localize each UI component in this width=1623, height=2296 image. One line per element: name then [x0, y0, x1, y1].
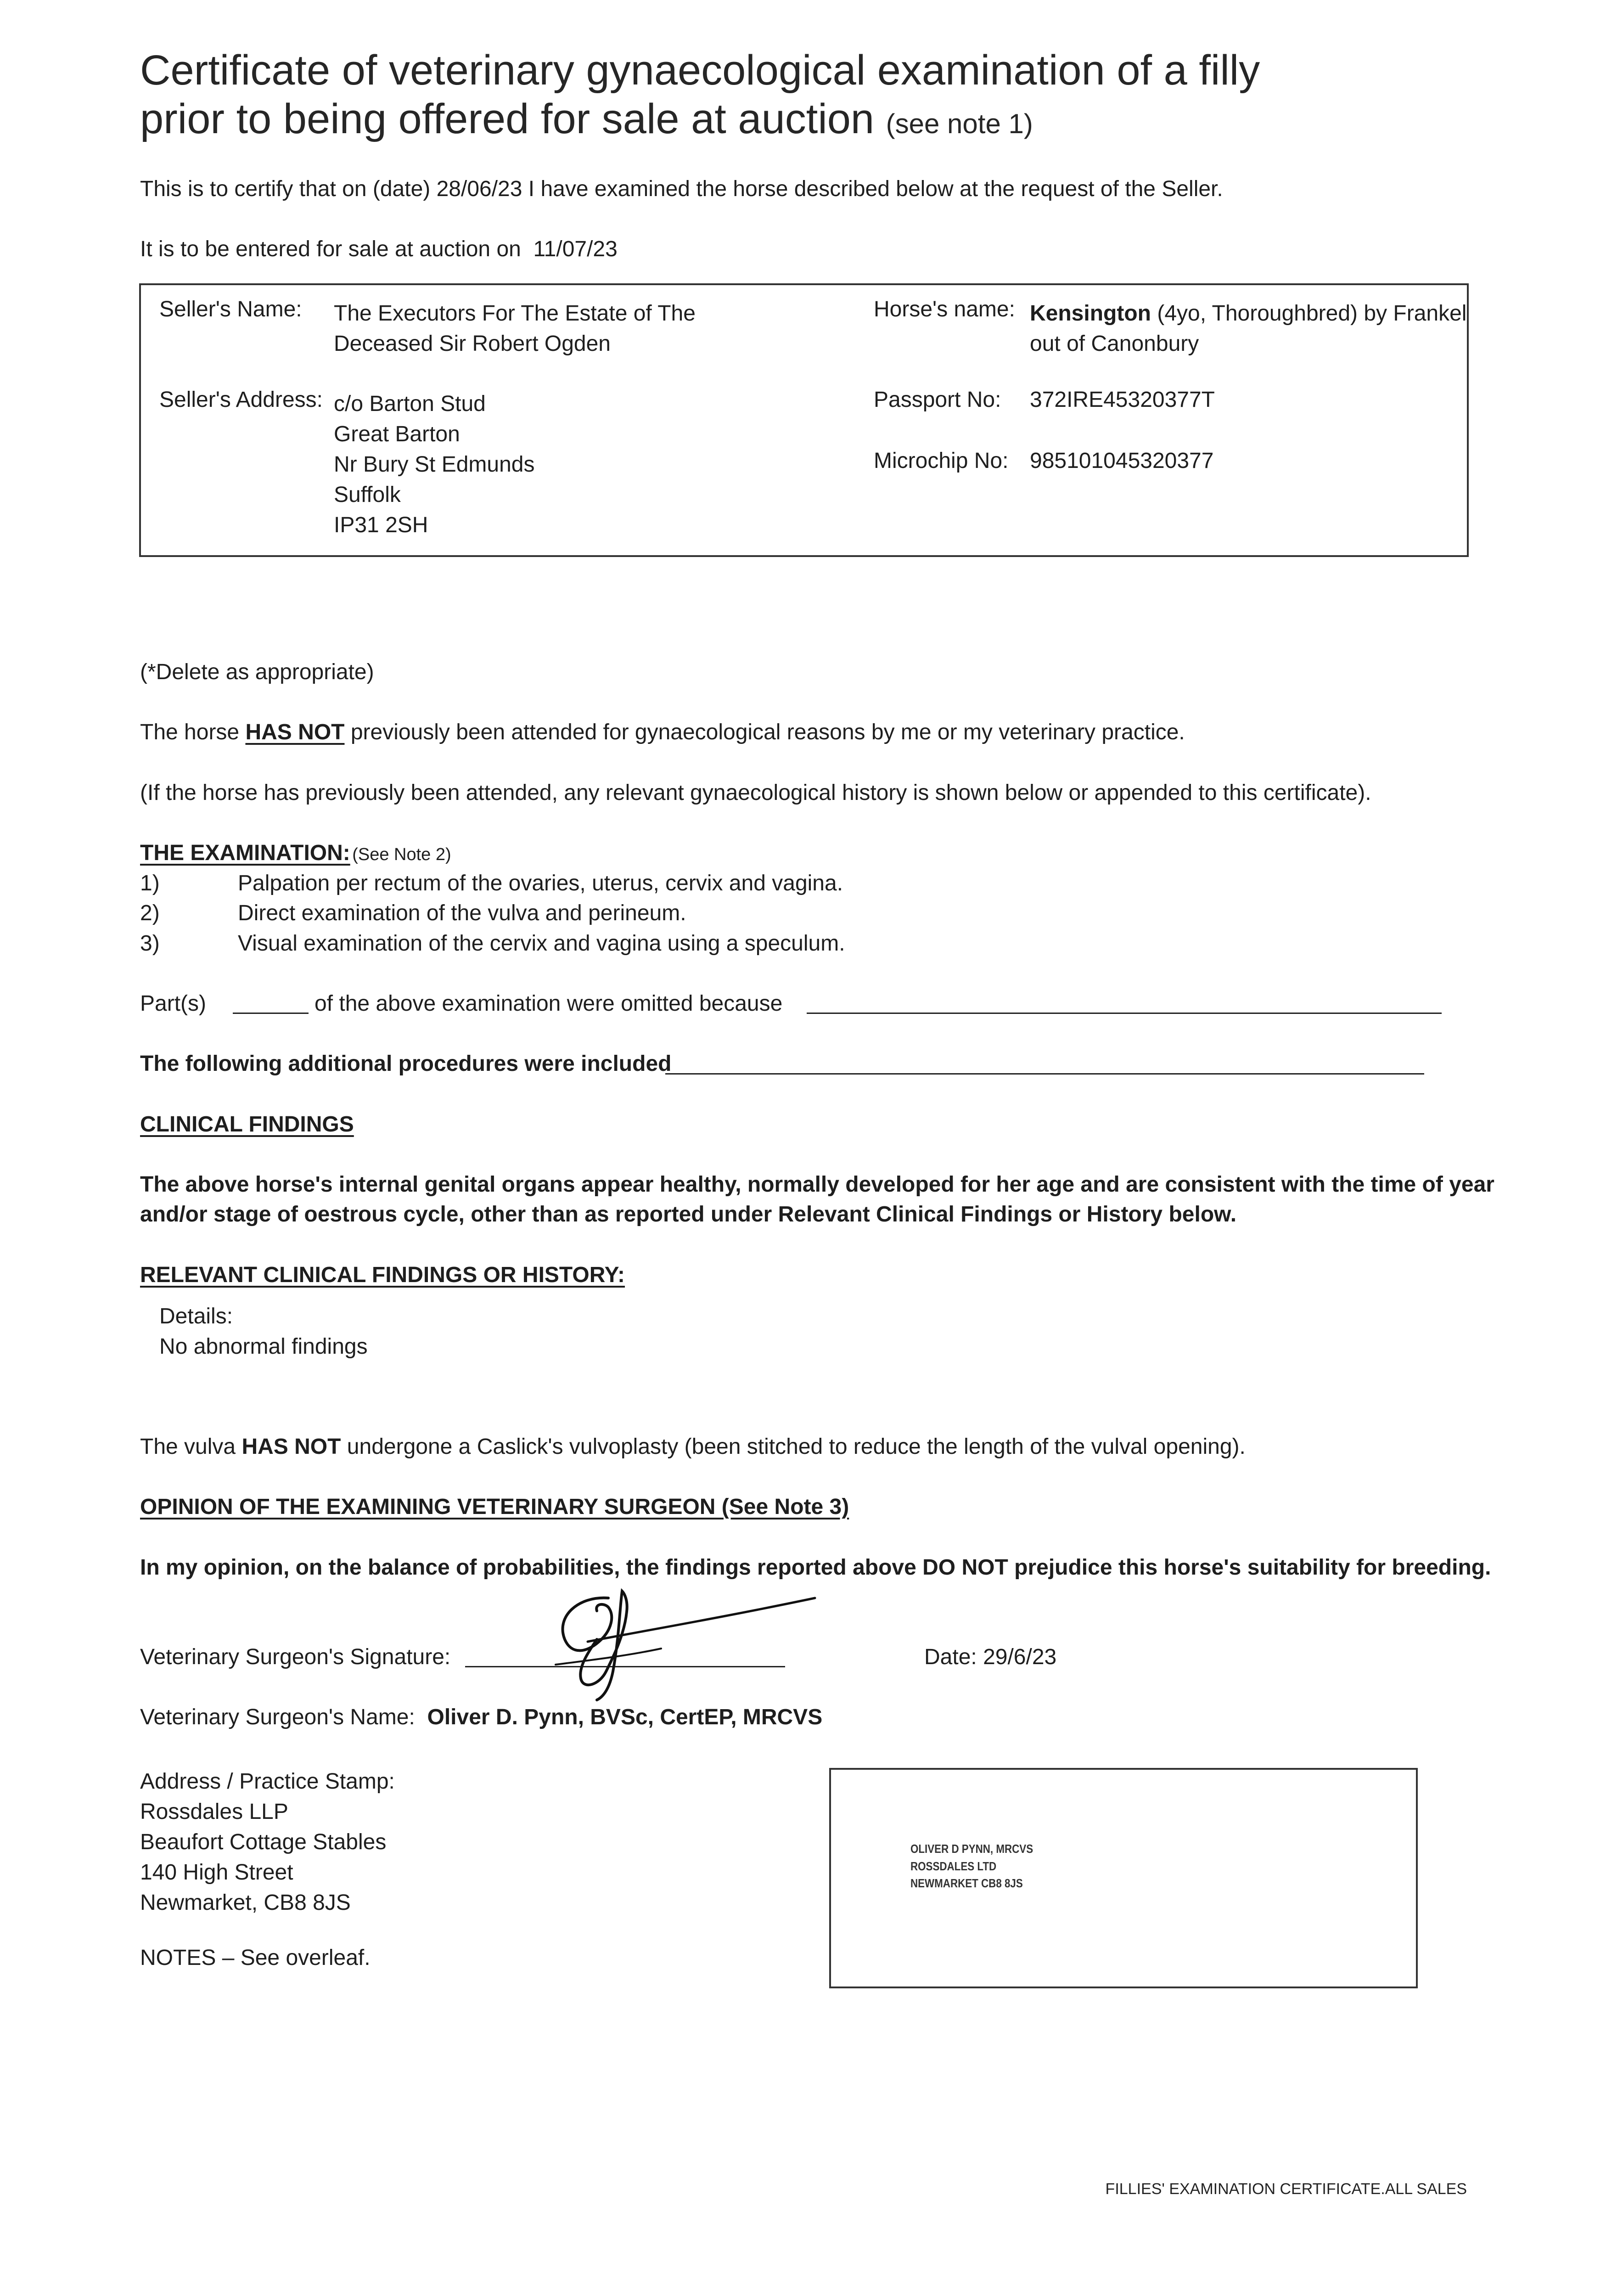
horse-name-value	[1030, 298, 1466, 359]
exam-date: 28/06/23	[436, 177, 522, 201]
attended-suffix: previously been attended for gynaecological reasons by me or my veterinary practice.	[350, 720, 1185, 744]
relevant-findings-heading: RELEVANT CLINICAL FINDINGS OR HISTORY:	[140, 1263, 625, 1287]
horse-description: (4yo, Thoroughbred) by Frankel	[1157, 301, 1467, 326]
examination-item-num: 3)	[140, 931, 160, 956]
clinical-findings-line2: and/or stage of oestrous cycle, other than as reported under Relevant Clinical Findings or History below.	[140, 1202, 1237, 1227]
attended-prefix: The horse	[140, 720, 240, 744]
seller-name-label: Seller's Name:	[159, 297, 302, 321]
practice-address-line: Rossdales LLP	[140, 1800, 288, 1824]
practice-address-line: 140 High Street	[140, 1860, 293, 1885]
attended-emphasis: HAS NOT	[245, 720, 345, 744]
vulva-statement	[140, 1436, 1246, 1458]
vet-name-value: Oliver D. Pynn, BVSc, CertEP, MRCVS	[427, 1705, 823, 1729]
certify-prefix: This is to certify that on (date)	[140, 177, 431, 201]
signature-mark	[510, 1580, 831, 1704]
seller-name-value	[334, 298, 696, 359]
auction-statement	[140, 238, 618, 260]
seller-name-line: Deceased Sir Robert Ogden	[334, 332, 611, 356]
title-note: (see note 1)	[886, 108, 1033, 139]
practice-stamp	[910, 1840, 1033, 1892]
seller-address-line: Great Barton	[334, 422, 460, 446]
opinion-text: In my opinion, on the balance of probabilities, the findings reported above DO NOT prejudice this horse's suitability for breeding.	[140, 1555, 1491, 1580]
certificate-title-line1: Certificate of veterinary gynaecological examination of a filly	[140, 47, 1260, 94]
signature-label: Veterinary Surgeon's Signature:	[140, 1645, 451, 1669]
passport-label: Passport No:	[874, 388, 1001, 412]
seller-address-line: IP31 2SH	[334, 513, 428, 537]
practice-address-line: Newmarket, CB8 8JS	[140, 1891, 351, 1915]
omitted-prefix: Part(s)	[140, 991, 206, 1016]
auction-prefix: It is to be entered for sale at auction on	[140, 237, 521, 261]
vet-name-row	[140, 1706, 822, 1728]
microchip-label: Microchip No:	[874, 449, 1009, 473]
notes-reference: NOTES – See overleaf.	[140, 1946, 371, 1970]
omitted-parts-blank	[233, 1013, 309, 1014]
horse-description-line2: out of Canonbury	[1030, 332, 1199, 356]
opinion-heading: OPINION OF THE EXAMINING VETERINARY SURGEON (See Note 3)	[140, 1495, 849, 1519]
vulva-emphasis: HAS NOT	[241, 1435, 341, 1459]
seller-name-line: The Executors For The Estate of The	[334, 301, 696, 326]
signature-date	[924, 1646, 1056, 1668]
seller-address-line: Nr Bury St Edmunds	[334, 452, 535, 477]
additional-procedures-blank	[665, 1073, 1424, 1075]
practice-address-block	[140, 1767, 395, 1918]
delete-note: (*Delete as appropriate)	[140, 660, 374, 684]
examination-item: Palpation per rectum of the ovaries, uterus, cervix and vagina.	[238, 871, 843, 895]
additional-procedures-label: The following additional procedures were included	[140, 1052, 672, 1076]
date-value: 29/6/23	[983, 1645, 1057, 1669]
examination-item-num: 2)	[140, 901, 160, 925]
vet-name-label: Veterinary Surgeon's Name:	[140, 1705, 415, 1729]
vulva-prefix: The vulva	[140, 1435, 236, 1459]
stamp-line: ROSSDALES LTD	[910, 1859, 997, 1873]
date-label: Date:	[924, 1645, 977, 1669]
horse-name-label: Horse's name:	[874, 297, 1015, 321]
horse-name: Kensington	[1030, 301, 1151, 326]
passport-number: 372IRE45320377T	[1030, 388, 1215, 412]
examination-item: Visual examination of the cervix and vagina using a speculum.	[238, 931, 845, 956]
seller-address-label: Seller's Address:	[159, 388, 323, 412]
footer-label: FILLIES' EXAMINATION CERTIFICATE.ALL SALES	[1105, 2180, 1467, 2198]
clinical-findings-line1: The above horse's internal genital organs appear healthy, normally developed for her age and are consistent with the time of year	[140, 1172, 1494, 1197]
practice-address-label: Address / Practice Stamp:	[140, 1769, 395, 1794]
history-note: (If the horse has previously been attended, any relevant gynaecological history is shown below or appended to this certificate).	[140, 781, 1371, 805]
certify-suffix: I have examined the horse described below at the request of the Seller.	[528, 177, 1223, 201]
practice-address-line: Beaufort Cottage Stables	[140, 1830, 387, 1854]
details-label: Details:	[159, 1304, 233, 1328]
stamp-line: NEWMARKET CB8 8JS	[910, 1876, 1023, 1891]
vulva-suffix: undergone a Caslick's vulvoplasty (been stitched to reduce the length of the vulval opening).	[347, 1435, 1246, 1459]
seller-address-value	[334, 389, 534, 540]
certificate-title-line2	[140, 96, 1033, 143]
stamp-line: OLIVER D PYNN, MRCVS	[910, 1842, 1033, 1856]
omitted-reason-blank	[807, 1013, 1442, 1014]
certificate-title-text: prior to being offered for sale at auction	[140, 96, 875, 142]
microchip-number: 985101045320377	[1030, 449, 1214, 473]
certify-statement	[140, 178, 1223, 200]
examination-item: Direct examination of the vulva and perineum.	[238, 901, 686, 925]
examination-heading-row	[140, 842, 451, 865]
examination-item-num: 1)	[140, 871, 160, 895]
examination-heading: THE EXAMINATION:	[140, 841, 350, 865]
horse-name-line1	[1030, 298, 1466, 329]
attended-statement	[140, 721, 1185, 743]
omitted-reason-label: of the above examination were omitted because	[314, 991, 783, 1016]
auction-date: 11/07/23	[533, 237, 618, 261]
clinical-findings-heading: CLINICAL FINDINGS	[140, 1112, 354, 1137]
seller-address-line: Suffolk	[334, 483, 401, 507]
examination-note: (See Note 2)	[352, 845, 451, 864]
details-value: No abnormal findings	[159, 1334, 368, 1359]
seller-address-line: c/o Barton Stud	[334, 392, 486, 416]
